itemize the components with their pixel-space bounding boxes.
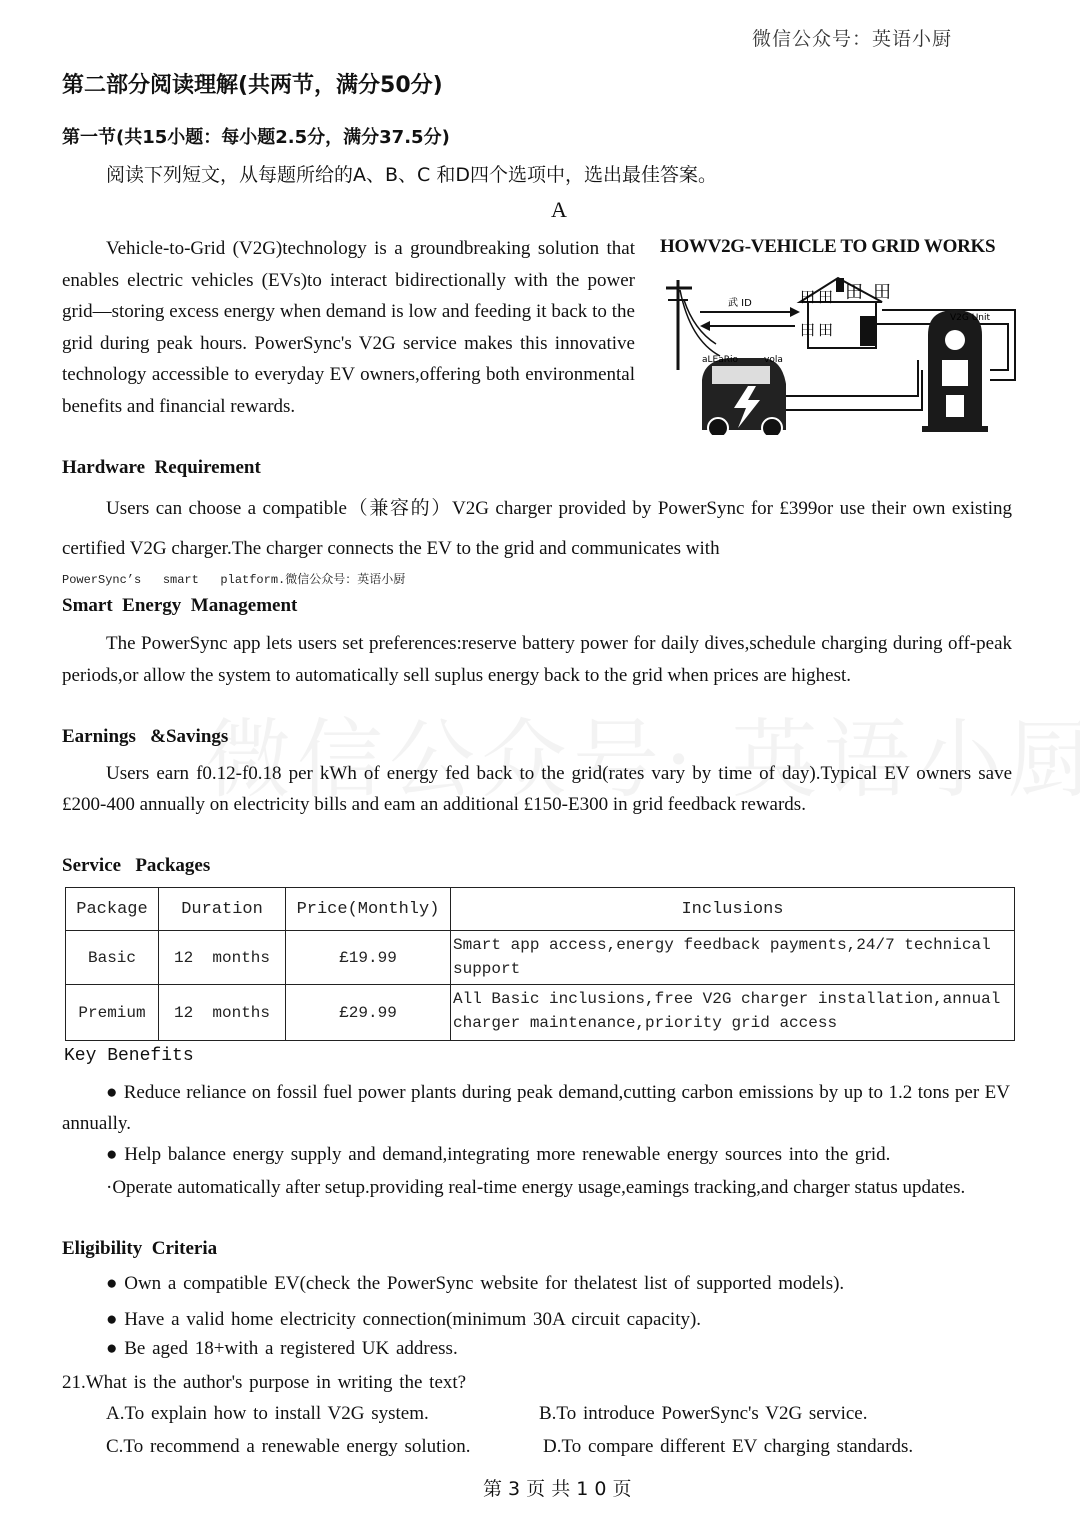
package-cell: Premium xyxy=(66,985,159,1041)
option-d: D.To compare different EV charging standards. xyxy=(543,1436,914,1457)
option-b: B.To introduce PowerSync's V2G service. xyxy=(539,1403,868,1424)
page-footer: 第 3 页 共 1 0 页 xyxy=(483,1478,632,1500)
house-window-3: 田 xyxy=(845,282,863,303)
column-header: Inclusions xyxy=(451,888,1015,931)
option-c: C.To recommend a renewable energy solution. xyxy=(106,1436,471,1457)
house-window-5: 田 xyxy=(800,321,816,339)
arrow-label: 武 ID xyxy=(728,298,752,309)
car-label-left: aLEaRio xyxy=(702,355,738,365)
inclusions-cell: All Basic inclusions,free V2G charger installation,annual charger maintenance,priority grid access xyxy=(451,985,1015,1041)
benefit-item: ·Operate automatically after setup.providing real-time energy usage,eamings tracking,and charger status updates. xyxy=(106,1177,966,1198)
diagram-title: HOWV2G-VEHICLE TO GRID WORKS xyxy=(660,236,996,257)
house-window-6: 田 xyxy=(818,321,834,339)
smart-heading: Smart Energy Management xyxy=(62,595,298,616)
package-cell: Basic xyxy=(66,931,159,985)
house-window-2: 田 xyxy=(818,288,834,306)
eligibility-item: ● Be aged 18+with a registered UK address. xyxy=(106,1338,458,1359)
price-cell: £19.99 xyxy=(286,931,451,985)
instruction: 阅读下列短文，从每题所给的A、B、C 和D四个选项中，选出最佳答案。 xyxy=(106,164,717,186)
passage-letter: A xyxy=(551,197,567,222)
house-window-1: 田 xyxy=(800,288,816,306)
column-header: Price(Monthly) xyxy=(286,888,451,931)
intro-paragraph: Vehicle-to-Grid (V2G)technology is a groundbreaking solution that enables electric vehicles (EVs)to interact bidirectionally with the power grid—storing excess energy when demand is low and feeding it back to the grid during peak hours. PowerSync's V2G service makes this innovative technology accessible to everyday EV owners,offering both environmental benefits and financial rewards. xyxy=(62,238,635,417)
eligibility-heading: Eligibility Criteria xyxy=(62,1238,218,1259)
hardware-tail-text: PowerSync’s smart platform. xyxy=(62,573,286,587)
earnings-text: Users earn f0.12-f0.18 per kWh of energy fed back to the grid(rates vary by time of day).Typical EV owners save £200-400 annually on electricity bills and eam an additional £150-E300 in grid feedback rewards. xyxy=(62,763,1012,815)
car-label-right: vola xyxy=(764,355,783,365)
table-header-row xyxy=(66,888,1015,931)
benefits-heading: Key Benefits xyxy=(64,1046,194,1066)
hardware-text-tail xyxy=(62,570,405,587)
duration-cell: 12 months xyxy=(159,985,286,1041)
section-title: 第二部分阅读理解(共两节，满分50分) xyxy=(62,73,443,98)
packages-table xyxy=(65,887,1015,1041)
inclusions-cell: Smart app access,energy feedback payments,24/7 technical support xyxy=(451,931,1015,985)
header-watermark: 微信公众号：英语小厨 xyxy=(752,28,953,50)
hardware-tail-watermark: 微信公众号：英语小厨 xyxy=(285,572,406,586)
earnings-heading: Earnings &Savings xyxy=(62,726,229,747)
table-row xyxy=(66,985,1015,1041)
option-a: A.To explain how to install V2G system. xyxy=(106,1403,429,1424)
electric-car-icon xyxy=(702,358,786,435)
subsection-title: 第一节(共15小题：每小题2.5分，满分37.5分) xyxy=(62,127,450,148)
benefit-item: ● Help balance energy supply and demand,integrating more renewable energy sources into the grid. xyxy=(106,1144,891,1165)
eligibility-item: ● Own a compatible EV(check the PowerSync website for thelatest list of supported models). xyxy=(106,1273,845,1294)
column-header: Duration xyxy=(159,888,286,931)
price-cell: £29.99 xyxy=(286,985,451,1041)
hardware-text: Users can choose a compatible（兼容的）V2G charger provided by PowerSync for £399or use their own existing certified V2G charger.The charger connects the EV to the grid and communicates with xyxy=(62,498,1012,559)
v2g-diagram xyxy=(660,236,1045,436)
v2g-charger-icon xyxy=(922,310,988,432)
duration-cell: 12 months xyxy=(159,931,286,985)
diagram-graphic xyxy=(660,260,1040,435)
table-row xyxy=(66,931,1015,985)
packages-heading: Service Packages xyxy=(62,855,211,876)
hardware-heading: Hardware Requirement xyxy=(62,457,261,478)
column-header: Package xyxy=(66,888,159,931)
eligibility-item: ● Have a valid home electricity connection(minimum 30A circuit capacity). xyxy=(106,1309,702,1330)
smart-text: The PowerSync app lets users set preferences:reserve battery power for daily dives,schedule charging during off-peak periods,or allow the system to automatically sell suplus energy back to the grid when prices are highest. xyxy=(62,633,1012,686)
house-window-4: 田 xyxy=(873,282,891,303)
flow-arrow-icon xyxy=(700,307,800,331)
unit-label: V2G Unit xyxy=(950,313,991,323)
question-stem: 21.What is the author's purpose in writing the text? xyxy=(62,1372,467,1393)
benefit-item: ● Reduce reliance on fossil fuel power plants during peak demand,cutting carbon emissions by up to 1.2 tons per EV annually. xyxy=(62,1082,1010,1134)
